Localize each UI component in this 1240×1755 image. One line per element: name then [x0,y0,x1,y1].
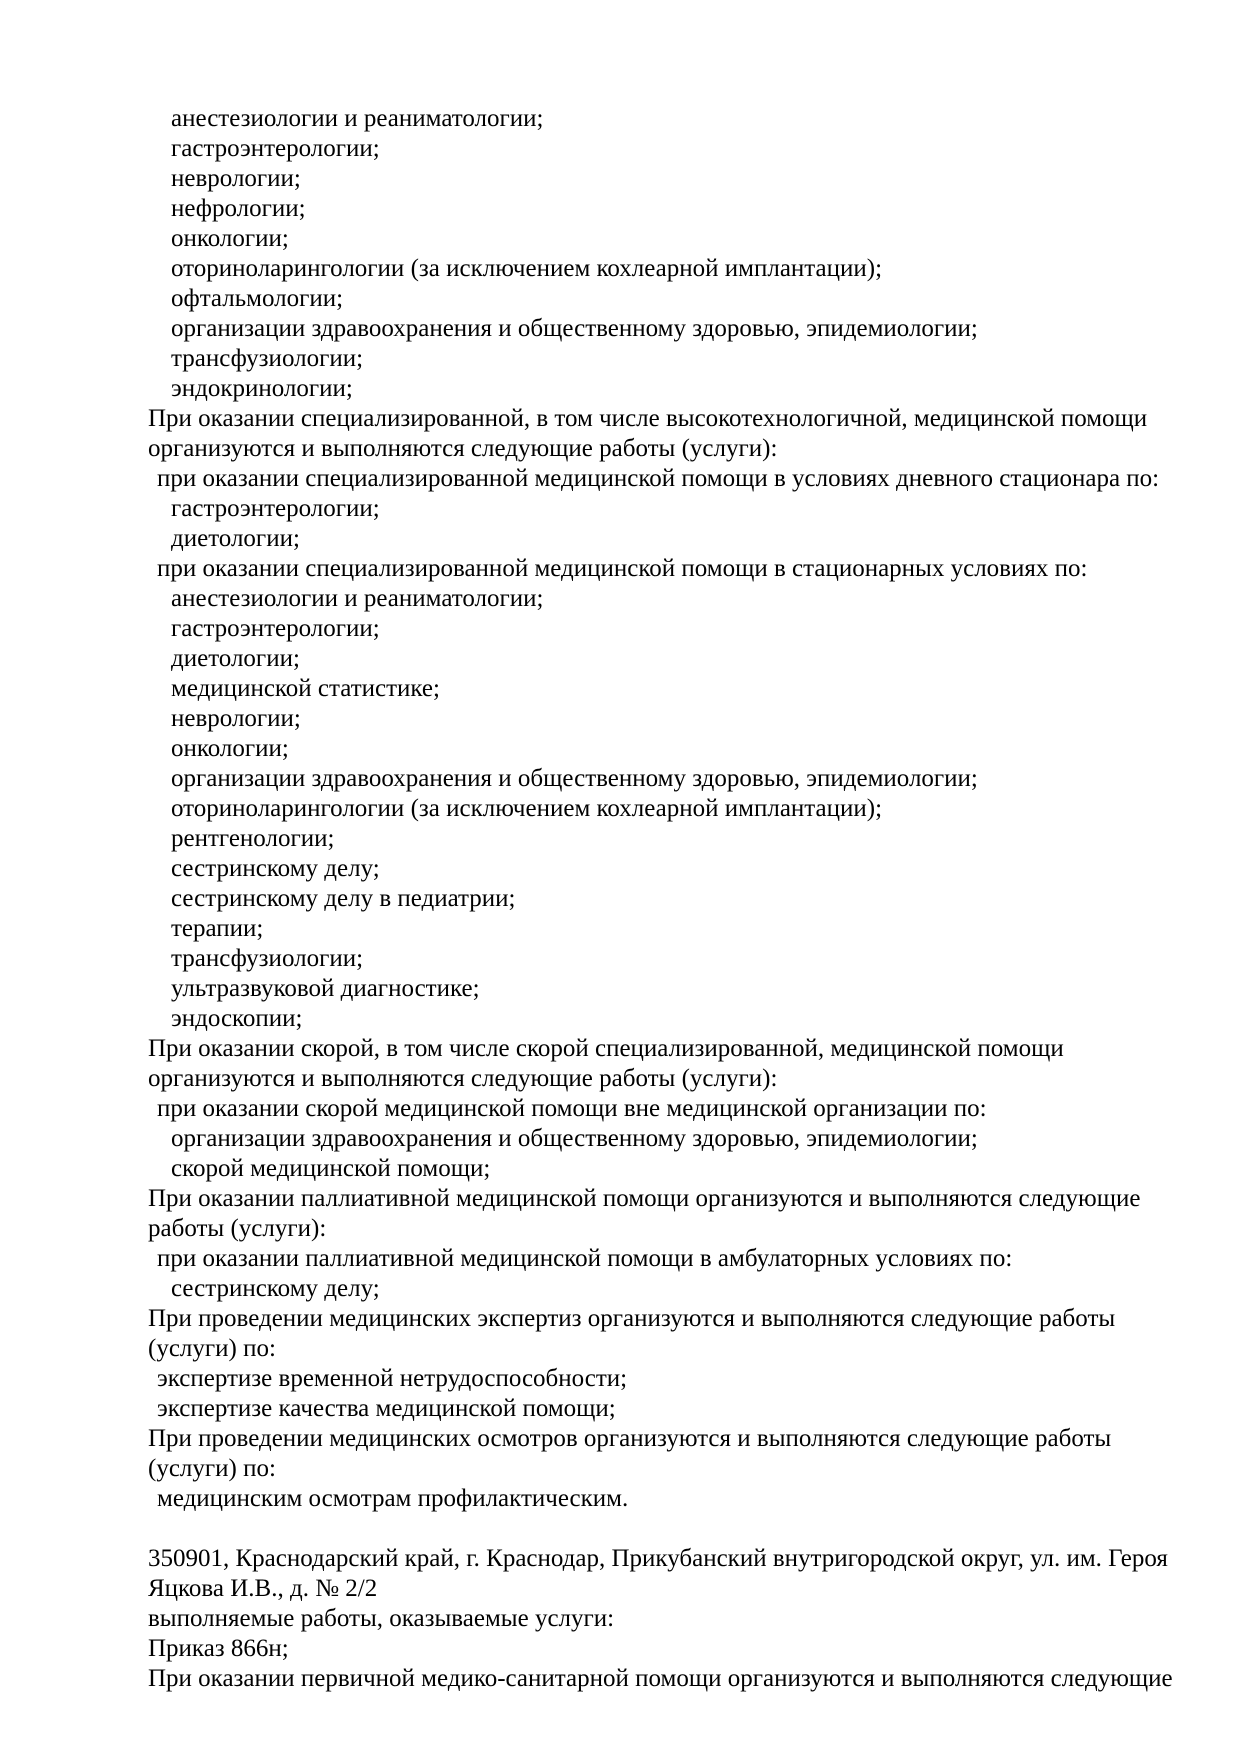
document-line: ультразвуковой диагностике; [171,975,480,1002]
document-line: анестезиологии и реаниматологии; [171,105,544,132]
document-line: 350901, Краснодарский край, г. Краснодар, Прикубанский внутригородской округ, ул. им. Героя [148,1545,1168,1572]
document-line: При проведении медицинских экспертиз организуются и выполняются следующие работы [148,1305,1116,1332]
document-line: организуются и выполняются следующие работы (услуги): [148,1065,778,1092]
document-line: При оказании специализированной, в том числе высокотехнологичной, медицинской помощи [148,405,1148,432]
document-line: гастроэнтерологии; [171,615,380,642]
document-line: сестринскому делу в педиатрии; [171,885,516,912]
document-line: организуются и выполняются следующие работы (услуги): [148,435,778,462]
document-line: организации здравоохранения и общественному здоровью, эпидемиологии; [171,315,978,342]
document-line: (услуги) по: [148,1335,276,1362]
document-line: работы (услуги): [148,1215,327,1242]
document-line: При оказании скорой, в том числе скорой специализированной, медицинской помощи [148,1035,1064,1062]
document-line: сестринскому делу; [171,855,380,882]
document-line: экспертизе временной нетрудоспособности; [157,1365,628,1392]
document-line: онкологии; [171,735,289,762]
document-line: Приказ 866н; [148,1635,289,1662]
document-line: эндоскопии; [171,1005,303,1032]
document-line: при оказании паллиативной медицинской помощи в амбулаторных условиях по: [157,1245,1013,1272]
document-line: неврологии; [171,705,301,732]
document-line: неврологии; [171,165,301,192]
document-line: выполняемые работы, оказываемые услуги: [148,1605,615,1632]
document-line: организации здравоохранения и общественному здоровью, эпидемиологии; [171,765,978,792]
document-line: сестринскому делу; [171,1275,380,1302]
document-line: эндокринологии; [171,375,353,402]
document-line: гастроэнтерологии; [171,135,380,162]
document-line: (услуги) по: [148,1455,276,1482]
document-line: экспертизе качества медицинской помощи; [157,1395,616,1422]
document-line: при оказании скорой медицинской помощи вне медицинской организации по: [157,1095,987,1122]
document-line: при оказании специализированной медицинской помощи в условиях дневного стационара по: [157,465,1160,492]
document-line: оториноларингологии (за исключением кохлеарной имплантации); [171,255,883,282]
document-line: трансфузиологии; [171,945,364,972]
document-line: организации здравоохранения и общественному здоровью, эпидемиологии; [171,1125,978,1152]
document-line: При проведении медицинских осмотров организуются и выполняются следующие работы [148,1425,1112,1452]
document-line: гастроэнтерологии; [171,495,380,522]
document-line: медицинским осмотрам профилактическим. [157,1485,629,1512]
document-line: при оказании специализированной медицинской помощи в стационарных условиях по: [157,555,1088,582]
document-line: оториноларингологии (за исключением кохлеарной имплантации); [171,795,883,822]
document-line: диетологии; [171,645,300,672]
document-line: трансфузиологии; [171,345,364,372]
document-line: онкологии; [171,225,289,252]
document-line: При оказании первичной медико-санитарной помощи организуются и выполняются следующие [148,1665,1173,1692]
document-line: медицинской статистике; [171,675,440,702]
document-line: терапии; [171,915,264,942]
document-line: нефрологии; [171,195,306,222]
blank-line [148,1514,1180,1544]
document-line: анестезиологии и реаниматологии; [171,585,544,612]
document-line: офтальмологии; [171,285,344,312]
document-line: рентгенологии; [171,825,335,852]
document-line: диетологии; [171,525,300,552]
document-line: Яцкова И.В., д. № 2/2 [148,1575,378,1602]
document-line: При оказании паллиативной медицинской помощи организуются и выполняются следующие [148,1185,1141,1212]
document-line: скорой медицинской помощи; [171,1155,491,1182]
